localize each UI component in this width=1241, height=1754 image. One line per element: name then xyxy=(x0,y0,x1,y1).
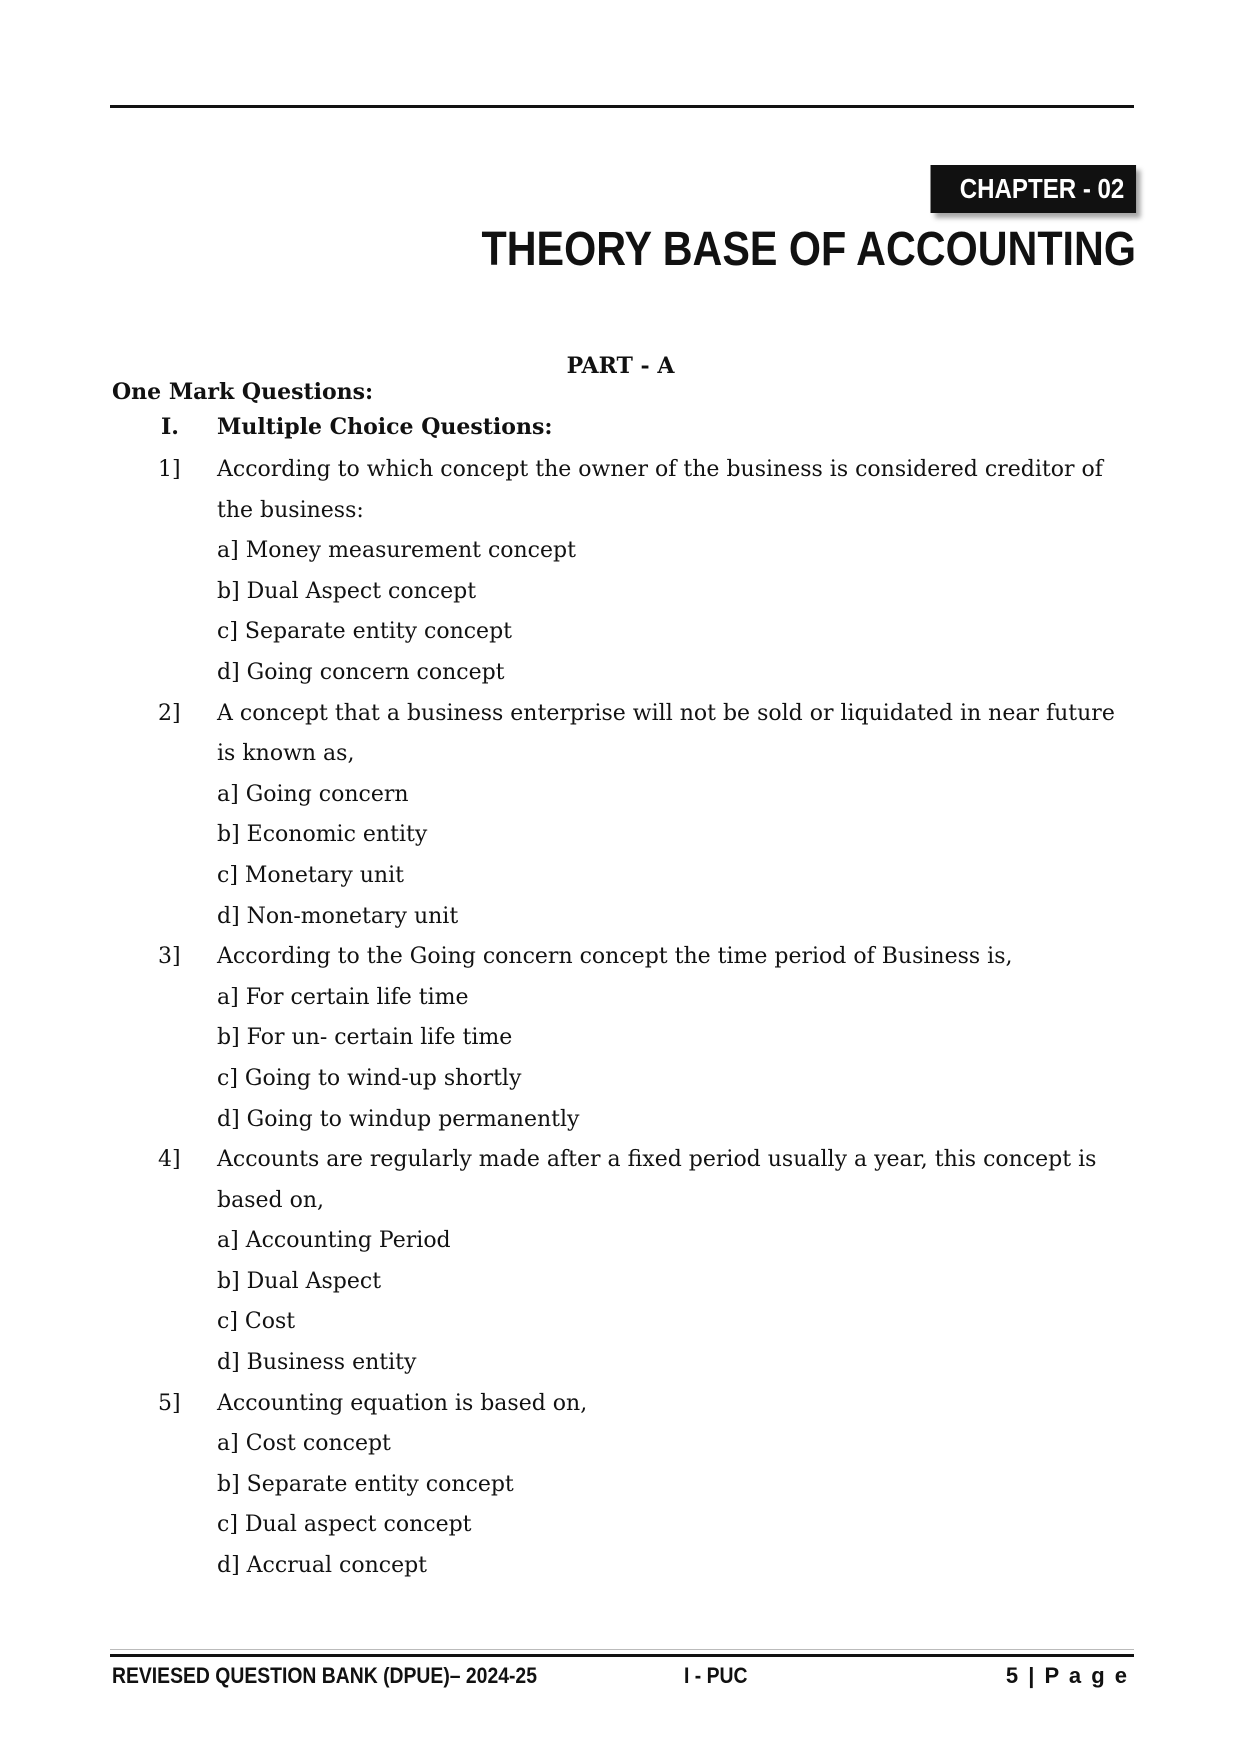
question-text: Accounting equation is based on, xyxy=(217,1390,588,1416)
option-list xyxy=(217,978,1138,1140)
question-text: Accounts are regularly made after a fixed period usually a year, this concept is based on, xyxy=(217,1147,1097,1213)
footer-rule-thin xyxy=(110,1649,1134,1650)
option-item: a] Money measurement concept xyxy=(217,538,576,564)
question-text: According to which concept the owner of the business is considered creditor of the business: xyxy=(217,457,1103,523)
part-heading: PART - A xyxy=(566,353,675,379)
chapter-badge: CHAPTER - 02 xyxy=(930,165,1136,213)
question-item xyxy=(158,1140,1138,1384)
option-item: a] Going concern xyxy=(217,781,409,807)
option-item: b] Economic entity xyxy=(217,822,428,848)
section-heading: One Mark Questions: xyxy=(112,379,374,405)
option-item: d] Non-monetary unit xyxy=(217,903,459,929)
option-item: b] Separate entity concept xyxy=(217,1471,514,1497)
question-item xyxy=(158,694,1138,938)
option-list xyxy=(217,775,1138,937)
option-item: d] Accrual concept xyxy=(217,1553,428,1579)
option-item: d] Going concern concept xyxy=(217,659,505,685)
subsection-number: I. xyxy=(161,414,179,440)
option-item: a] For certain life time xyxy=(217,984,469,1010)
option-item: d] Business entity xyxy=(217,1350,417,1376)
footer-publication: REVIESED QUESTION BANK (DPUE)– 2024-25 xyxy=(112,1663,537,1688)
option-list xyxy=(217,1424,1138,1586)
question-item xyxy=(158,450,1138,694)
footer-rule xyxy=(110,1654,1134,1657)
option-item: c] Going to wind-up shortly xyxy=(217,1065,522,1091)
subsection-title: Multiple Choice Questions: xyxy=(217,414,553,440)
option-item: c] Cost xyxy=(217,1309,296,1335)
chapter-title: THEORY BASE OF ACCOUNTING xyxy=(481,223,1136,276)
question-item xyxy=(158,1384,1138,1587)
footer-page-number: 5 | P a g e xyxy=(1005,1663,1129,1688)
question-text: According to the Going concern concept the time period of Business is, xyxy=(217,944,1013,970)
question-list xyxy=(158,450,1138,1587)
option-item: a] Accounting Period xyxy=(217,1228,451,1254)
option-item: c] Separate entity concept xyxy=(217,619,513,645)
option-item: b] For un- certain life time xyxy=(217,1025,513,1051)
option-item: d] Going to windup permanently xyxy=(217,1106,580,1132)
question-item xyxy=(158,937,1138,1140)
option-list xyxy=(217,531,1138,693)
question-number: 1] xyxy=(158,457,181,482)
header-rule xyxy=(110,105,1134,108)
question-number: 2] xyxy=(158,700,181,726)
footer-class: I - PUC xyxy=(684,1663,748,1688)
question-text: A concept that a business enterprise will not be sold or liquidated in near future is known as, xyxy=(217,700,1115,767)
option-item: c] Monetary unit xyxy=(217,862,404,888)
option-item: c] Dual aspect concept xyxy=(217,1512,472,1538)
option-item: b] Dual Aspect xyxy=(217,1268,382,1294)
subsection-heading xyxy=(161,413,552,441)
question-number: 5] xyxy=(158,1390,181,1416)
question-number: 3] xyxy=(158,944,181,970)
question-number: 4] xyxy=(158,1147,181,1173)
option-item: b] Dual Aspect concept xyxy=(217,578,477,604)
option-list xyxy=(217,1221,1138,1383)
option-item: a] Cost concept xyxy=(217,1431,391,1457)
